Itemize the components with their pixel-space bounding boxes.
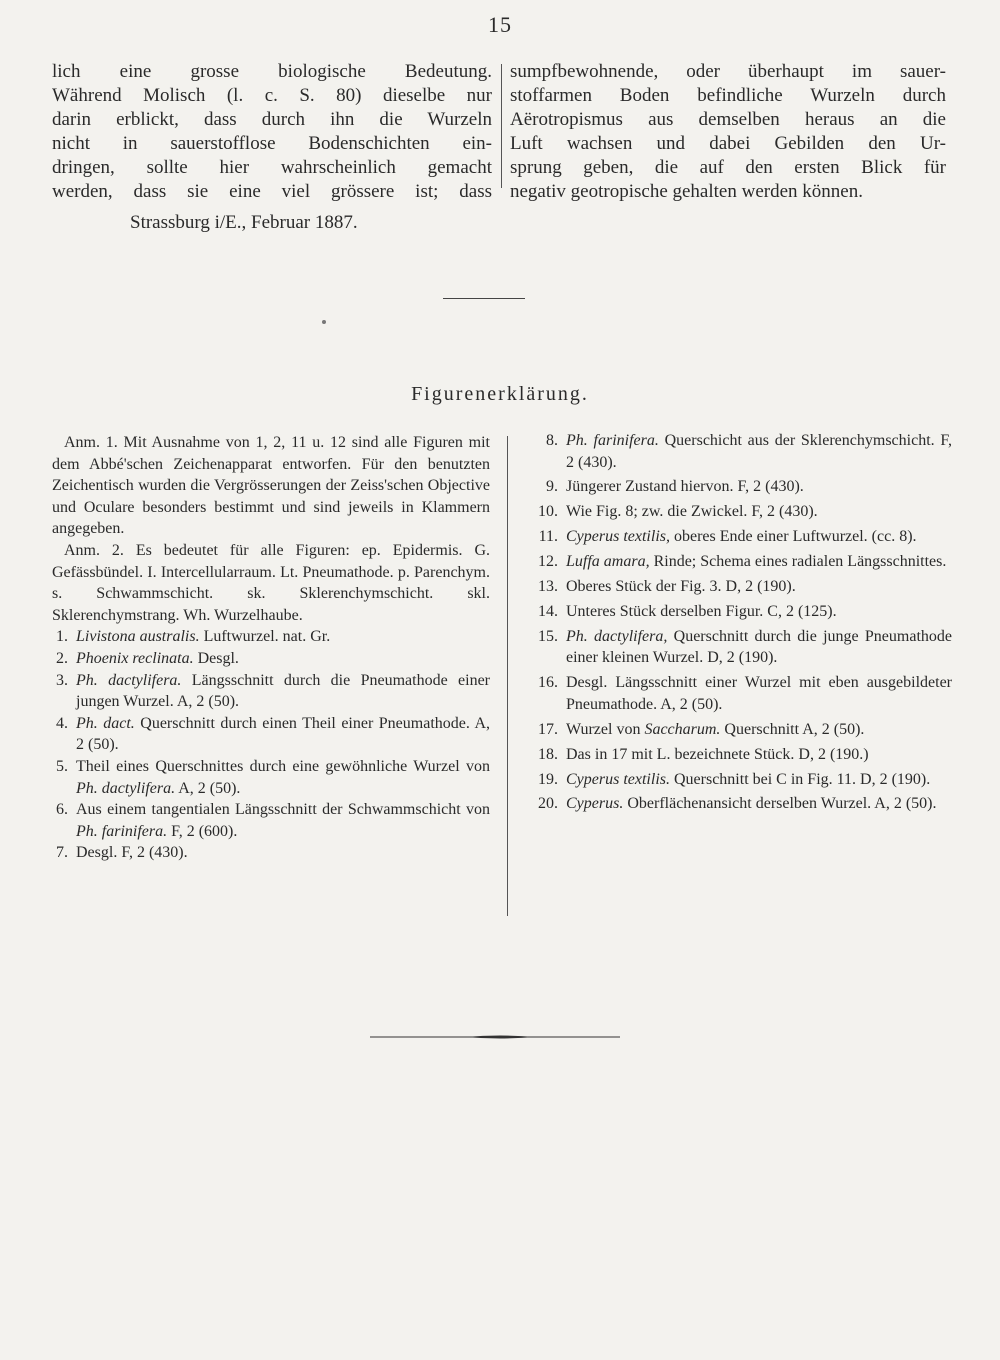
figure-caption [566, 793, 952, 815]
caption-text: Theil eines Querschnittes durch eine gewöhnliche Wurzel von [76, 757, 490, 775]
figure-list-left [52, 626, 490, 864]
caption-text: Desgl. [193, 649, 239, 667]
figure-caption [566, 501, 952, 523]
figure-number: 3. [56, 671, 68, 689]
caption-text: Querschnitt bei C in Fig. 11. D, 2 (190). [669, 770, 931, 788]
section-title: Figurenerklärung. [411, 383, 589, 405]
figure-number: 2. [56, 649, 68, 667]
figure-entry [524, 576, 952, 598]
section-separator [443, 298, 525, 299]
caption-text: F, 2 (600). [167, 822, 238, 840]
caption-text: Desgl. F, 2 (430). [76, 844, 188, 862]
caption-text: Wurzel von [566, 720, 645, 738]
caption-text: Jüngerer Zustand hiervon. F, 2 (430). [566, 478, 804, 496]
text-line: nicht in sauerstofflose Bodenschichten ein- [52, 133, 492, 154]
figure-number: 17. [538, 720, 558, 738]
figure-caption [566, 719, 952, 741]
top-right-paragraph [510, 60, 946, 204]
figure-number: 8. [546, 432, 558, 449]
figure-entry [524, 501, 952, 523]
figure-entry [52, 799, 490, 842]
figure-number: 12. [538, 553, 558, 571]
figure-number: 10. [538, 503, 558, 521]
figure-entry [524, 551, 952, 573]
figure-number: 20. [538, 795, 558, 813]
species-name: Phoenix reclinata. [76, 649, 194, 667]
figure-number: 7. [56, 844, 68, 862]
text-line: Luft wachsen und dabei Gebilden den Ur- [510, 133, 946, 154]
caption-text: A, 2 (50). [175, 779, 241, 797]
note-2: Anm. 2. Es bedeutet für alle Figuren: ep. Epidermis. G. Gefässbündel. I. Intercellularraum. Lt. Pneumathode. p. Parenchym. s. Schwammschicht. sk. Sklerenchymschicht. skl. Sklerenchymstrang. Wh. Wurzelhaube. [52, 541, 490, 624]
caption-text: Oberes Stück der Fig. 3. D, 2 (190). [566, 578, 796, 596]
caption-text: Wie Fig. 8; zw. die Zwickel. F, 2 (430). [566, 503, 818, 521]
figure-caption [566, 526, 952, 548]
column-divider [501, 64, 502, 188]
figure-number: 4. [56, 714, 68, 732]
page-number: 15 [488, 12, 512, 37]
species-name: Cyperus. [566, 795, 624, 813]
figure-entry [524, 793, 952, 815]
species-name: Cyperus textilis, [566, 528, 670, 546]
text-line: Aërotropismus aus demselben heraus an die [510, 109, 946, 130]
figure-caption [566, 601, 952, 623]
figure-entry [524, 626, 952, 669]
text-line: werden, dass sie eine viel grössere ist; dass [52, 181, 492, 202]
figure-caption [76, 713, 490, 756]
figure-entry [524, 719, 952, 741]
figure-caption [566, 576, 952, 598]
text-line: sumpfbewohnende, oder überhaupt im sauer- [510, 61, 946, 82]
text-line: negativ geotropische gehalten werden können. [510, 181, 863, 202]
figure-caption [566, 672, 952, 715]
figure-caption [76, 648, 490, 670]
caption-text: Querschicht aus der Sklerenchymschicht. F, 2 (430). [566, 432, 953, 471]
text-line: lich eine grosse biologische Bedeutung. [52, 61, 492, 82]
figure-entry [52, 670, 490, 713]
figure-entry [52, 842, 490, 864]
dateline: Strassburg i/E., Februar 1887. [130, 212, 358, 233]
figure-number: 15. [538, 627, 558, 645]
species-name: Livistona australis. [76, 628, 200, 646]
figure-caption [76, 626, 490, 648]
end-ornament-rule [370, 1035, 620, 1039]
figure-entry [524, 601, 952, 623]
figure-entry [52, 713, 490, 756]
figure-caption [76, 756, 490, 799]
caption-text: Luftwurzel. nat. Gr. [199, 628, 331, 646]
figure-number: 11. [538, 528, 558, 546]
figure-entry [52, 626, 490, 648]
species-name: Luffa amara, [566, 553, 650, 571]
ink-dot [322, 320, 326, 324]
figure-caption [566, 476, 952, 498]
text-line: sprung geben, die auf den ersten Blick für [510, 157, 946, 178]
notes-right-column [524, 430, 952, 818]
caption-text: Unteres Stück derselben Figur. C, 2 (125). [566, 602, 837, 620]
caption-text: Aus einem tangentialen Längsschnitt der Schwammschicht von [76, 801, 490, 819]
figure-entry [52, 756, 490, 799]
figure-entry [524, 430, 952, 473]
text-line: dringen, sollte hier wahrscheinlich gemacht [52, 157, 492, 178]
species-name: Ph. farinifera. [76, 822, 168, 840]
figure-caption [566, 551, 952, 573]
notes-left-column [52, 432, 490, 864]
caption-text: oberes Ende einer Luftwurzel. (cc. 8). [669, 528, 917, 546]
figure-caption [566, 626, 952, 669]
figure-caption [76, 799, 490, 842]
figure-number: 14. [538, 602, 558, 620]
figure-caption [566, 430, 952, 473]
species-name: Ph. dactylifera, [566, 627, 668, 645]
figure-entry [524, 526, 952, 548]
top-right-column [510, 60, 946, 204]
caption-text: Rinde; Schema eines radialen Längsschnittes. [649, 553, 947, 571]
caption-text: Längsschnitt durch die Pneumathode einer jungen Wurzel. A, 2 (50). [76, 671, 490, 711]
top-left-column [52, 60, 492, 234]
figure-entry [524, 476, 952, 498]
figure-number: 6. [56, 801, 68, 819]
figure-number: 16. [538, 674, 558, 692]
top-left-paragraph [52, 60, 492, 204]
caption-text: Querschnitt durch einen Theil einer Pneumathode. A, 2 (50). [76, 714, 490, 754]
figure-entry [524, 672, 952, 715]
text-line: Während Molisch (l. c. S. 80) dieselbe nur [52, 85, 492, 106]
figure-entry [524, 744, 952, 766]
figure-entry [524, 769, 952, 791]
species-name: Saccharum. [644, 720, 721, 738]
figure-number: 18. [538, 745, 558, 763]
figure-caption [566, 769, 952, 791]
figure-caption [566, 744, 952, 766]
species-name: Cyperus textilis. [566, 770, 670, 788]
caption-text: Das in 17 mit L. bezeichnete Stück. D, 2 (190.) [566, 745, 869, 763]
text-line: stoffarmen Boden befindliche Wurzeln durch [510, 85, 946, 106]
text-line: darin erblickt, dass durch ihn die Wurzeln [52, 109, 492, 130]
species-name: Ph. dactylifera. [76, 779, 176, 797]
species-name: Ph. dact. [76, 714, 135, 732]
caption-text: Desgl. Längsschnitt einer Wurzel mit eben ausgebildeter Pneumathode. A, 2 (50). [566, 674, 952, 713]
figure-number: 5. [56, 757, 68, 775]
caption-text: Querschnitt A, 2 (50). [720, 720, 865, 738]
caption-text: Querschnitt durch die junge Pneumathode einer kleinen Wurzel. D, 2 (190). [566, 627, 952, 667]
species-name: Ph. farinifera. [566, 432, 659, 449]
caption-text: Oberflächenansicht derselben Wurzel. A, 2 (50). [623, 795, 937, 813]
figure-number: 13. [538, 578, 558, 596]
figure-number: 1. [56, 628, 68, 646]
figure-list-right [524, 430, 952, 815]
column-divider [507, 436, 508, 916]
species-name: Ph. dactylifera. [76, 671, 182, 689]
figure-number: 19. [538, 770, 558, 788]
figure-caption [76, 842, 490, 864]
note-1: Anm. 1. Mit Ausnahme von 1, 2, 11 u. 12 sind alle Figuren mit dem Abbé'schen Zeichenapparat entworfen. Für den benutzten Zeichentisch wurden die Vergrösserungen der Zeiss'schen Objective und Oculare besonders bestimmt und sind jeweils in Klammern angegeben. [52, 434, 490, 538]
figure-caption [76, 670, 490, 713]
figure-number: 9. [546, 478, 558, 496]
figure-entry [52, 648, 490, 670]
